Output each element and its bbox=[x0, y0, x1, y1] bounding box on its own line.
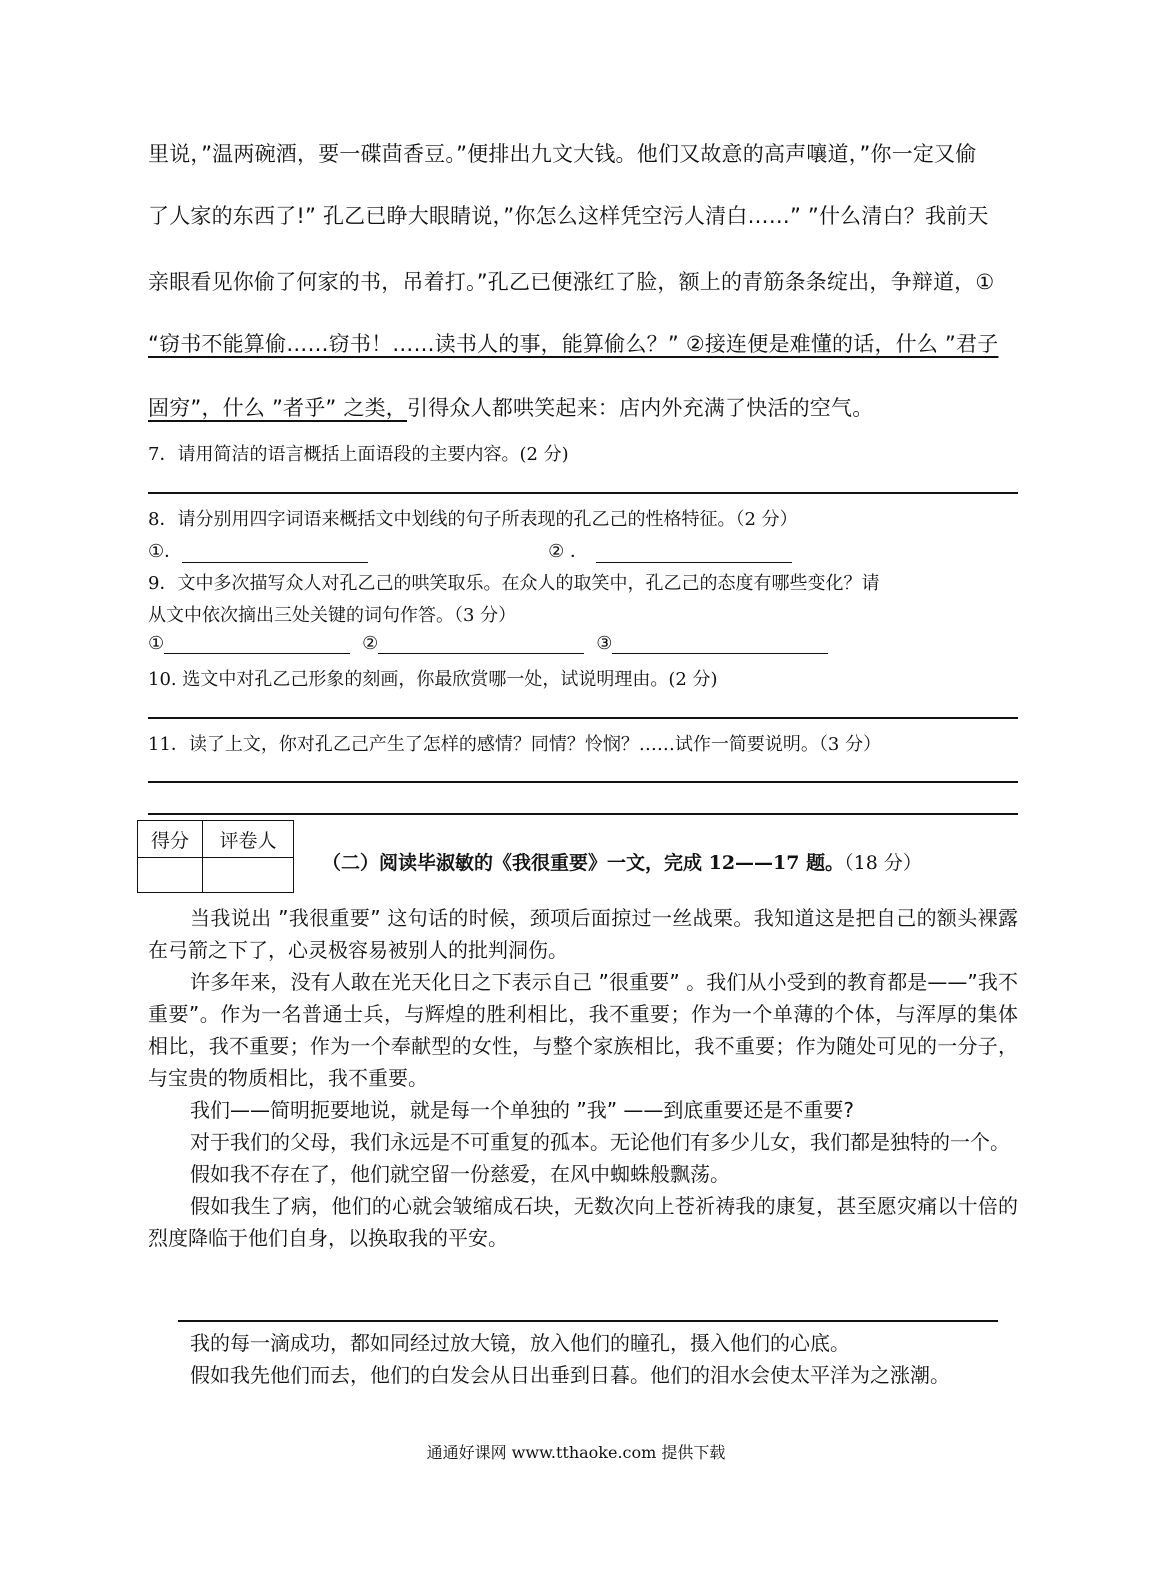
question-8: 8．请分别用四字词语来概括文中划线的句子所表现的孔乙己的性格特征。（2 分） bbox=[148, 509, 798, 530]
article-body bbox=[148, 902, 1018, 1254]
question-8-answers bbox=[148, 537, 792, 563]
score-cell[interactable] bbox=[138, 858, 203, 893]
answer-line-q11-2[interactable] bbox=[148, 813, 1018, 815]
underlined-sentence: “窃书不能算偷……窃书！……读书人的事，能算偷么？” ②接连便是难懂的话，什么 ”君子 bbox=[148, 332, 999, 356]
footer-credit: 通通好课网 www.tthaoke.com 提供下载 bbox=[426, 1443, 726, 1462]
passage-text: 引得众人都哄笑起来：店内外充满了快活的空气。 bbox=[407, 396, 874, 420]
article-paragraph: 假如我先他们而去，他们的白发会从日出垂到日暮。他们的泪水会使太平洋为之涨潮。 bbox=[190, 1363, 950, 1387]
section-heading bbox=[322, 848, 922, 875]
underlined-sentence: 固穷”，什么 ”者乎” 之类， bbox=[148, 396, 407, 420]
question-9-answers bbox=[148, 633, 828, 654]
article-paragraph: 当我说出 ”我很重要” 这句话的时候，颈项后面掠过一丝战栗。我知道这是把自己的额头裸露在弓箭之下了，心灵极容易被别人的批判洞伤。 bbox=[148, 906, 1018, 962]
answer-line-q10[interactable] bbox=[148, 717, 1018, 719]
article-paragraph: 我的每一滴成功，都如同经过放大镜，放入他们的瞳孔，摄入他们的心底。 bbox=[190, 1331, 850, 1355]
article-continuation bbox=[190, 1327, 1020, 1391]
question-9-line-2: 从文中依次摘出三处关键的词句作答。（3 分） bbox=[148, 605, 517, 626]
q9-blank-3-label: ③ bbox=[596, 633, 613, 654]
passage-line bbox=[148, 392, 873, 422]
answer-line-q11-1[interactable] bbox=[148, 781, 1018, 783]
article-paragraph: 对于我们的父母，我们永远是不可重复的孤本。无论他们有多少儿女，我们都是独特的一个。 bbox=[190, 1130, 1010, 1154]
passage-line bbox=[148, 266, 994, 296]
passage-text: 亲眼看见你偷了何家的书，吊着打。”孔乙已便涨红了脸，额上的青筋条条绽出，争辩道，① bbox=[148, 270, 995, 294]
answer-line-q7[interactable] bbox=[148, 492, 1018, 494]
q8-blank-2-label: ② ． bbox=[548, 541, 588, 562]
section-divider bbox=[178, 1320, 998, 1322]
grading-box bbox=[137, 820, 294, 893]
question-11: 11．读了上文，你对孔乙己产生了怎样的感情？同情？怜悯？……试作一简要说明。（3 分） bbox=[148, 734, 882, 755]
passage-text: 了人家的东西了!” 孔乙已睁大眼睛说，”你怎么这样凭空污人清白……” ”什么清白？我前天 bbox=[148, 204, 989, 228]
q9-blank-2[interactable] bbox=[378, 635, 584, 654]
passage-text: 里说，”温两碗酒，要一碟茴香豆。”便排出九文大钱。他们又故意的高声嚷道，”你一定又偷 bbox=[148, 142, 977, 166]
passage-line bbox=[148, 138, 977, 168]
question-9-line-1: 9．文中多次描写众人对孔乙己的哄笑取乐。在众人的取笑中，孔乙己的态度有哪些变化？请 bbox=[148, 573, 880, 594]
score-label: 得分 bbox=[138, 821, 203, 858]
section-title: （二）阅读毕淑敏的《我很重要》一文，完成 12——17 题。 bbox=[322, 852, 845, 874]
grader-label: 评卷人 bbox=[203, 821, 294, 858]
q8-blank-1[interactable] bbox=[182, 544, 368, 563]
section-score: （18 分） bbox=[844, 852, 922, 874]
grader-cell[interactable] bbox=[203, 858, 294, 893]
question-7: 7．请用简洁的语言概括上面语段的主要内容。(2 分) bbox=[148, 444, 569, 465]
article-paragraph: 假如我不存在了，他们就空留一份慈爱，在风中蜘蛛般飘荡。 bbox=[190, 1162, 730, 1186]
q9-blank-2-label: ② bbox=[362, 633, 379, 654]
article-paragraph: 假如我生了病，他们的心就会皱缩成石块，无数次向上苍祈祷我的康复，甚至愿灾痛以十倍的烈度降临于他们自身，以换取我的平安。 bbox=[148, 1194, 1018, 1250]
question-10: 10. 选文中对孔乙己形象的刻画，你最欣赏哪一处，试说明理由。(2 分) bbox=[148, 669, 718, 690]
q9-blank-1[interactable] bbox=[164, 635, 350, 654]
article-paragraph: 我们——简明扼要地说，就是每一个单独的 ”我” ——到底重要还是不重要? bbox=[190, 1098, 855, 1122]
passage-line bbox=[148, 200, 989, 230]
q8-blank-2[interactable] bbox=[596, 544, 792, 563]
article-paragraph: 许多年来，没有人敢在光天化日之下表示自己 ”很重要” 。我们从小受到的教育都是——”我不重要”。作为一名普通士兵，与辉煌的胜利相比，我不重要；作为一个单薄的个体，与浑厚的集体相比，我不重要；作为一个奉献型的女性，与整个家族相比，我不重要；作为随处可见的一分子，与宝贵的物质相比，我不重要。 bbox=[148, 970, 1018, 1090]
q9-blank-3[interactable] bbox=[612, 635, 828, 654]
q9-blank-1-label: ① bbox=[148, 633, 165, 654]
passage-line bbox=[148, 328, 998, 358]
q8-blank-1-label: ①． bbox=[148, 541, 183, 562]
